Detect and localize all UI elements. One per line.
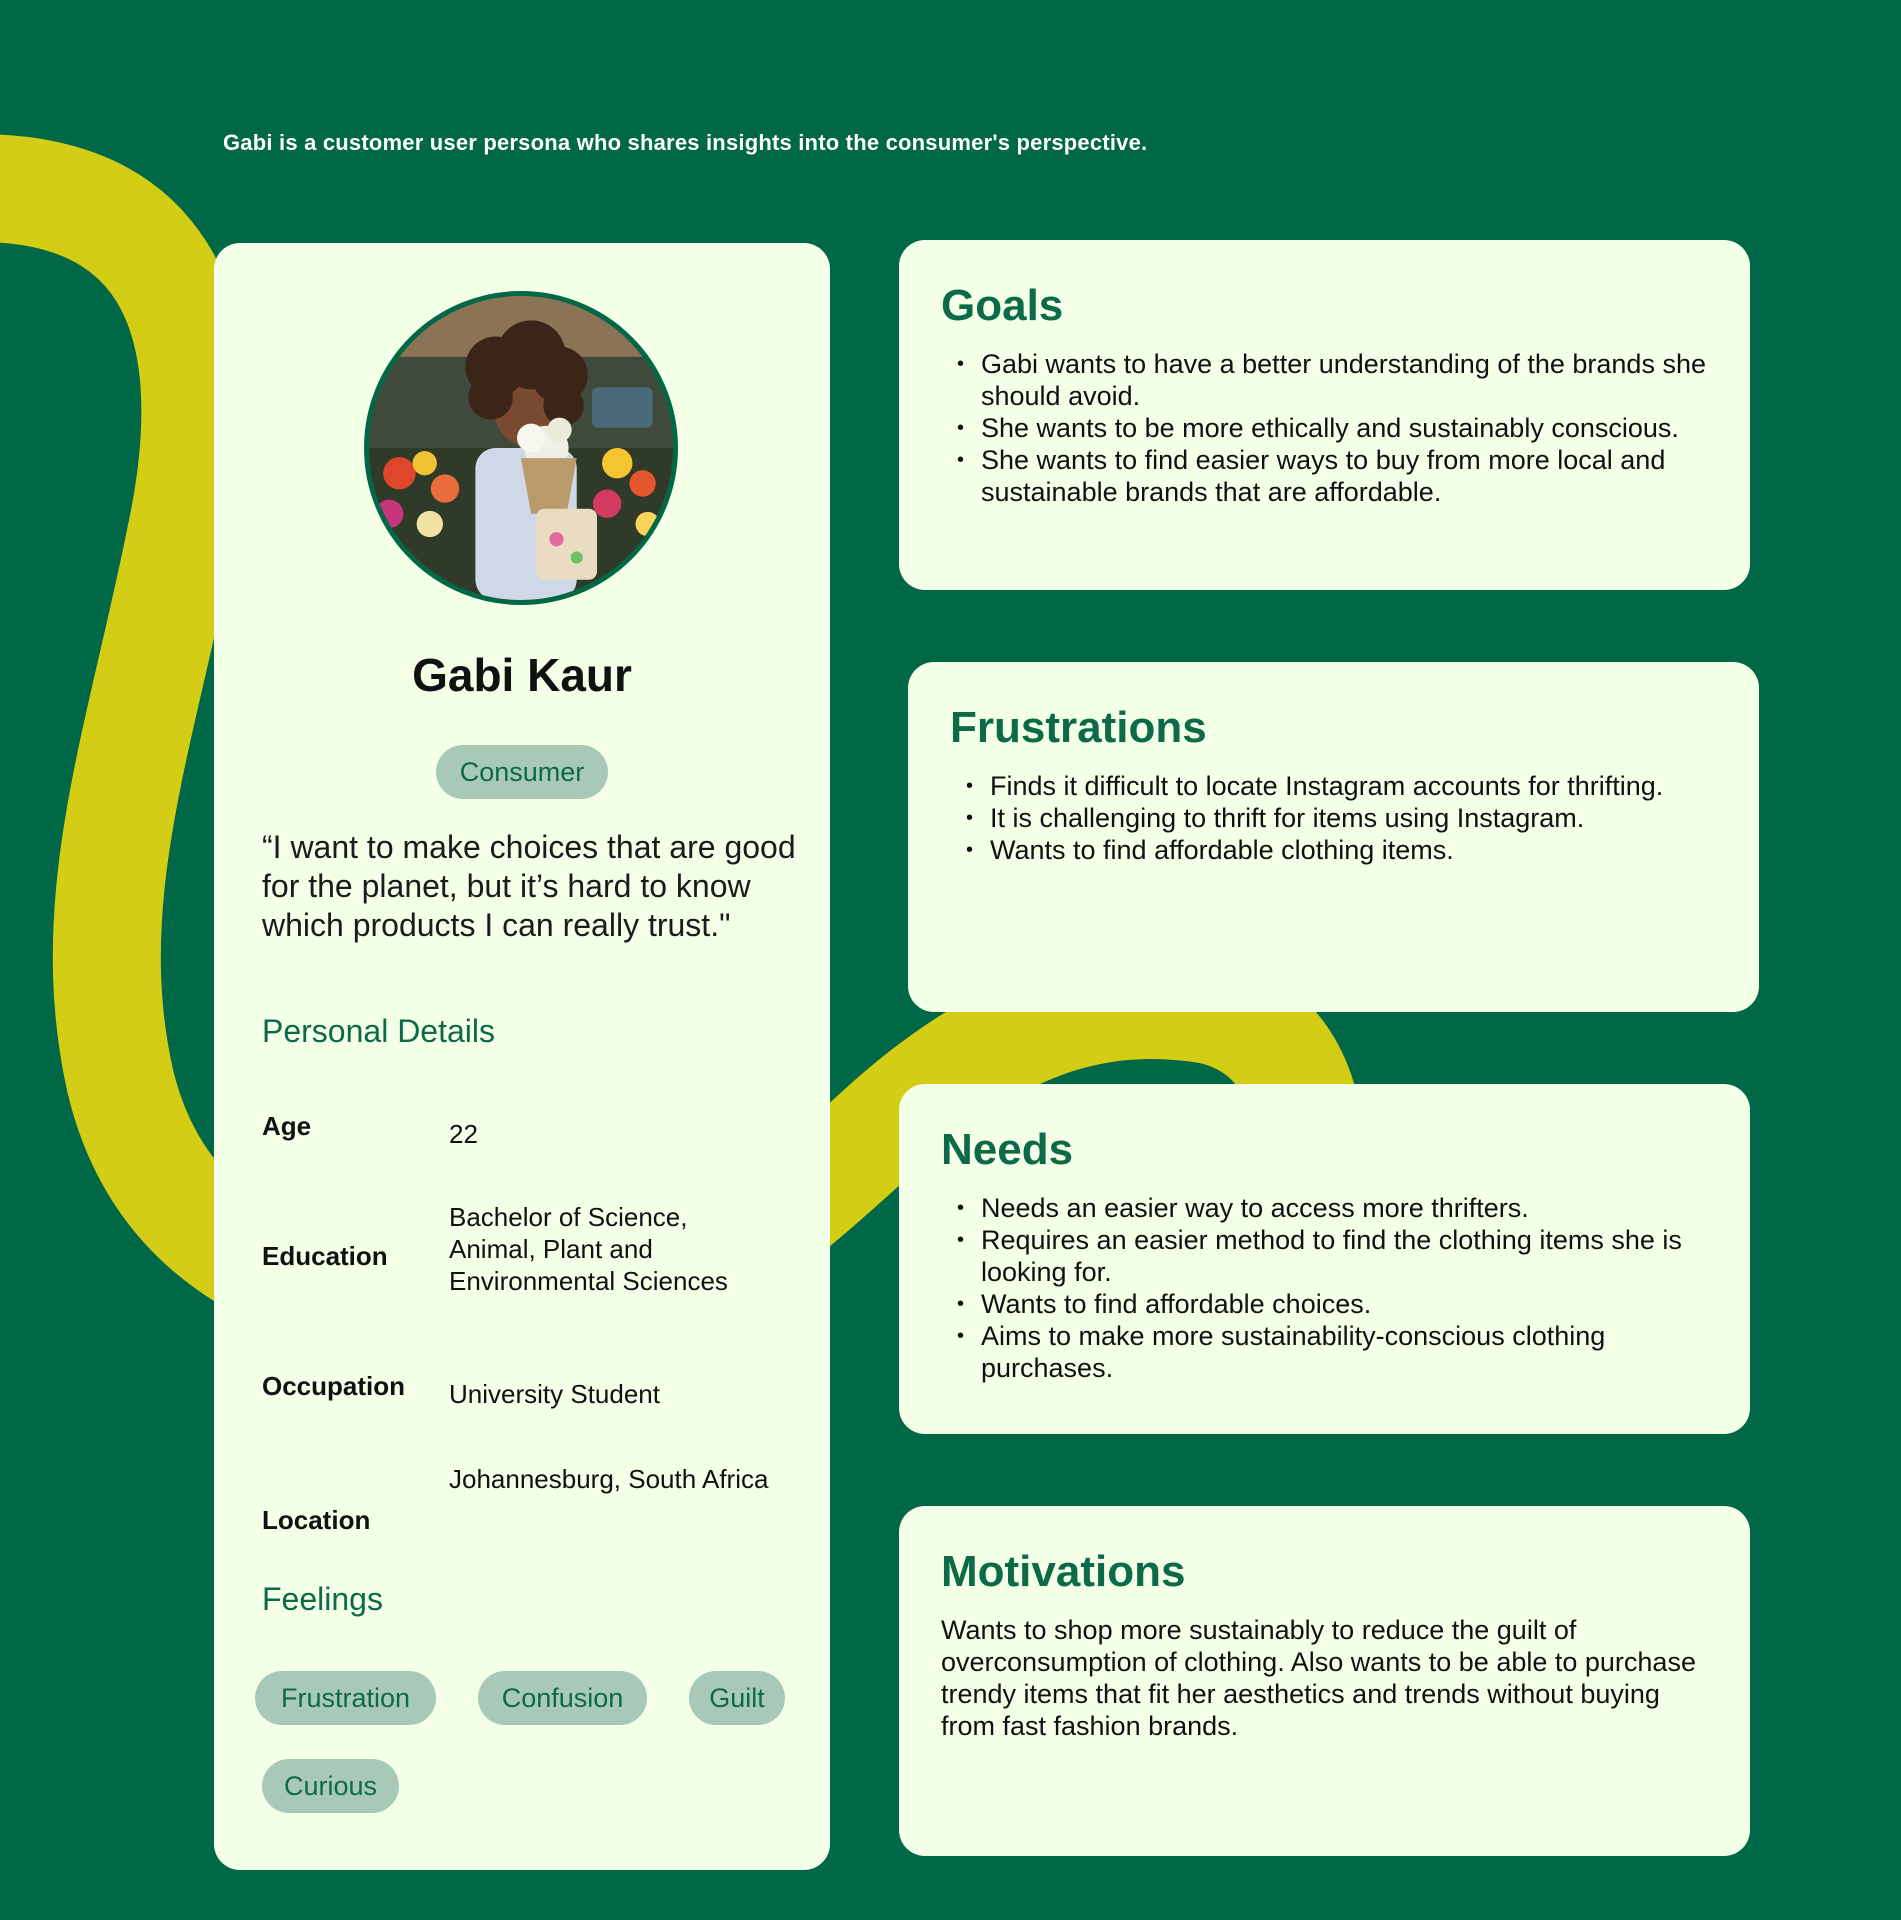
frustration-item: • It is challenging to thrift for items using Instagram.	[990, 802, 1717, 834]
need-item: • Needs an easier way to access more thrifters.	[981, 1192, 1708, 1224]
needs-list	[941, 1192, 1708, 1384]
need-item: • Aims to make more sustainability-conscious clothing purchases.	[981, 1320, 1708, 1384]
feeling-tag-confusion: Confusion	[478, 1671, 647, 1725]
persona-photo	[364, 291, 678, 605]
goal-item: • She wants to find easier ways to buy from more local and sustainable brands that are affordable.	[981, 444, 1708, 508]
need-item: • Wants to find affordable choices.	[981, 1288, 1708, 1320]
personal-details-heading: Personal Details	[262, 1013, 495, 1049]
frustrations-card	[908, 662, 1759, 1012]
persona-profile-card	[214, 243, 830, 1870]
goals-list	[941, 348, 1708, 508]
frustration-item: • Wants to find affordable clothing items.	[990, 834, 1717, 866]
persona-name: Gabi Kaur	[412, 649, 632, 701]
feelings-heading: Feelings	[262, 1581, 383, 1617]
goal-item: • She wants to be more ethically and sustainably conscious.	[981, 412, 1708, 444]
motivations-card	[899, 1506, 1750, 1856]
frustration-item: • Finds it difficult to locate Instagram accounts for thrifting.	[990, 770, 1717, 802]
detail-value-education: Bachelor of Science, Animal, Plant and Environmental Sciences	[449, 1202, 728, 1296]
persona-quote: “I want to make choices that are good for the planet, but it’s hard to know which products I can really trust."	[262, 829, 796, 943]
needs-title: Needs	[941, 1125, 1074, 1174]
frustrations-title: Frustrations	[950, 703, 1207, 752]
feeling-tag-guilt: Guilt	[689, 1671, 785, 1725]
need-item: • Requires an easier method to find the clothing items she is looking for.	[981, 1224, 1708, 1288]
motivations-text: Wants to shop more sustainably to reduce the guilt of overconsumption of clothing. Also wants to be able to purchase trendy items that fit her aesthetics and trends without buying from fast fashion brands.	[941, 1615, 1696, 1741]
persona-photo-icon	[369, 296, 673, 600]
detail-value-occupation: University Student	[449, 1379, 660, 1409]
role-badge: Consumer	[436, 745, 608, 799]
feeling-tag-curious: Curious	[262, 1759, 399, 1813]
goal-item: • Gabi wants to have a better understanding of the brands she should avoid.	[981, 348, 1708, 412]
frustrations-list	[950, 770, 1717, 866]
goals-card	[899, 240, 1750, 590]
detail-label-education: Education	[262, 1241, 388, 1271]
detail-value-age: 22	[449, 1119, 478, 1149]
goals-title: Goals	[941, 281, 1064, 330]
detail-label-location: Location	[262, 1505, 371, 1535]
needs-card	[899, 1084, 1750, 1434]
detail-label-occupation: Occupation	[262, 1371, 406, 1401]
motivations-title: Motivations	[941, 1547, 1186, 1596]
detail-label-age: Age	[262, 1111, 312, 1141]
feeling-tag-frustration: Frustration	[255, 1671, 436, 1725]
intro-text: Gabi is a customer user persona who shares insights into the consumer's perspective.	[223, 130, 1148, 155]
detail-value-location: Johannesburg, South Africa	[449, 1464, 769, 1494]
